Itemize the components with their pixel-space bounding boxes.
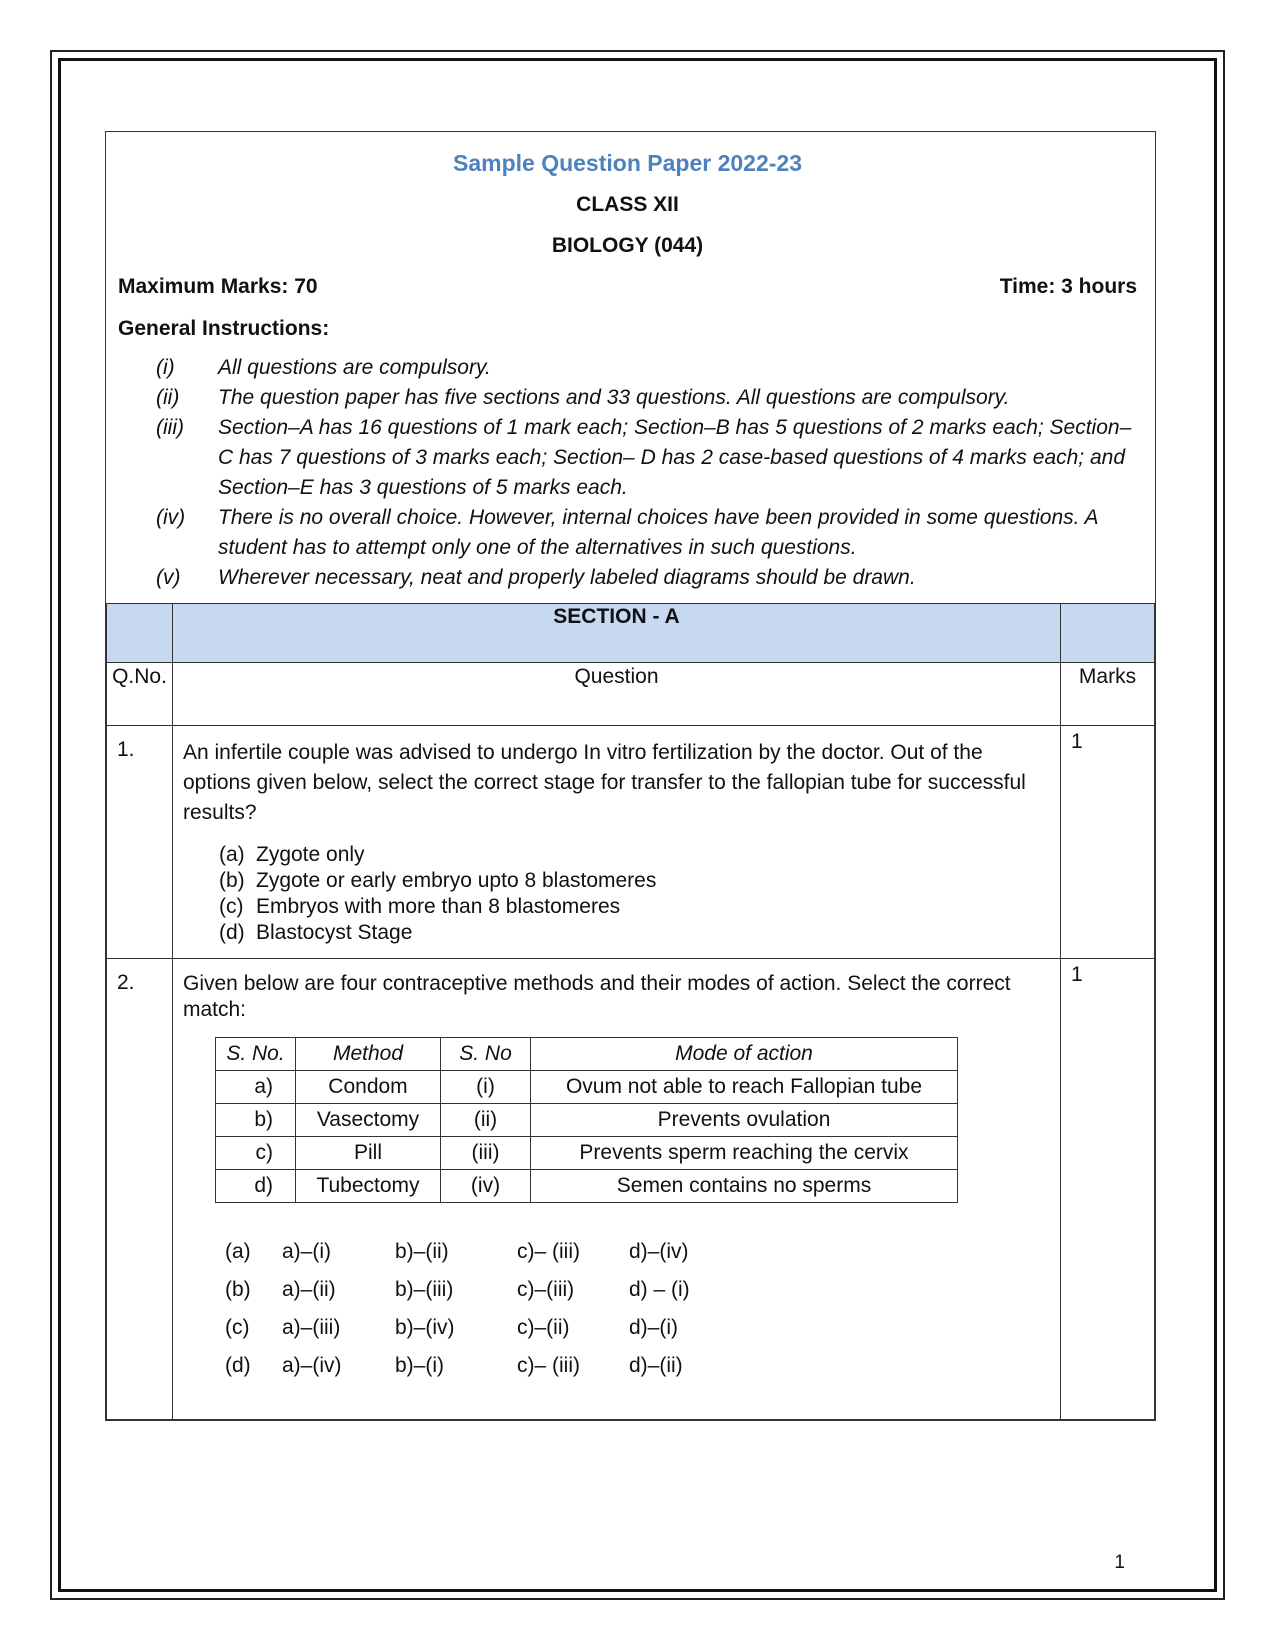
match-cell: b) xyxy=(216,1104,296,1137)
question-number: 2. xyxy=(107,959,173,1420)
instruction-text: There is no overall choice. However, internal choices have been provided in some questions. A student has to attempt only one of the alternatives in such questions. xyxy=(218,506,1098,559)
match-cell: Tubectomy xyxy=(296,1170,441,1203)
answer-label: (d) xyxy=(225,1354,251,1377)
answer-option xyxy=(225,1233,1048,1271)
instruction-number: (ii) xyxy=(156,386,180,409)
match-cell: a) xyxy=(216,1071,296,1104)
section-title: SECTION - A xyxy=(173,604,1061,663)
time-allowed: Time: 3 hours xyxy=(999,275,1137,298)
answer-pair: b)–(iv) xyxy=(395,1316,455,1339)
instruction-number: (v) xyxy=(156,566,181,589)
option-item xyxy=(219,920,1048,946)
paper-header xyxy=(106,132,1155,603)
match-header-row xyxy=(216,1038,958,1071)
question-text: An infertile couple was advised to undergo In vitro fertilization by the doctor. Out of the options given below, select the correct stage for transfer to the fallopian tube for successful results? xyxy=(183,741,1026,824)
option-label: (c) xyxy=(219,895,244,918)
match-cell: (iii) xyxy=(441,1137,531,1170)
option-item xyxy=(219,894,1048,920)
instruction-item xyxy=(118,563,1137,593)
answer-pair: b)–(ii) xyxy=(395,1240,449,1263)
column-header-row xyxy=(107,663,1155,726)
question-number: 1. xyxy=(107,726,173,959)
instruction-text: Section–A has 16 questions of 1 mark each; Section–B has 5 questions of 2 marks each; Section– C has 7 questions of 3 marks each; Section– D has 2 case-based questions of 4 marks each; and Section–E has 3 questions of 5 marks each. xyxy=(218,416,1132,499)
match-cell: Prevents sperm reaching the cervix xyxy=(531,1137,958,1170)
match-cell: Ovum not able to reach Fallopian tube xyxy=(531,1071,958,1104)
question-text: Given below are four contraceptive methods and their modes of action. Select the correct match: xyxy=(183,972,1011,1021)
instruction-number: (iii) xyxy=(156,416,184,439)
page-number: 1 xyxy=(1114,1552,1125,1573)
match-cell: (iv) xyxy=(441,1170,531,1203)
question-row-1 xyxy=(107,726,1155,959)
match-cell: Pill xyxy=(296,1137,441,1170)
answer-pair: d)–(ii) xyxy=(629,1354,683,1377)
answer-pair: b)–(i) xyxy=(395,1354,445,1377)
section-blank-cell xyxy=(1061,604,1155,663)
match-cell: Prevents ovulation xyxy=(531,1104,958,1137)
questions-table xyxy=(106,603,1155,1420)
answer-option xyxy=(225,1271,1048,1309)
answer-pair: a)–(iv) xyxy=(282,1354,342,1377)
answer-label: (c) xyxy=(225,1316,250,1339)
general-instructions-title: General Instructions: xyxy=(118,317,330,340)
instruction-item xyxy=(118,383,1137,413)
option-text: Zygote or early embryo upto 8 blastomeres xyxy=(256,869,657,892)
option-text: Blastocyst Stage xyxy=(256,921,413,944)
subject-label: BIOLOGY (044) xyxy=(551,234,704,257)
maximum-marks: Maximum Marks: 70 xyxy=(118,275,318,298)
question-marks: 1 xyxy=(1061,959,1155,1420)
qno-column-header: Q.No. xyxy=(107,663,173,726)
match-header-cell: S. No xyxy=(441,1038,531,1071)
question-content xyxy=(173,959,1061,1420)
answer-pair: d) – (i) xyxy=(629,1278,690,1301)
match-cell: c) xyxy=(216,1137,296,1170)
answer-option xyxy=(225,1347,1048,1385)
answer-pair: a)–(iii) xyxy=(282,1316,341,1339)
option-text: Embryos with more than 8 blastomeres xyxy=(256,895,621,918)
answer-pair: a)–(ii) xyxy=(282,1278,336,1301)
option-label: (b) xyxy=(219,869,245,892)
match-cell: d) xyxy=(216,1170,296,1203)
option-label: (a) xyxy=(219,843,245,866)
question-column-header: Question xyxy=(173,663,1061,726)
match-header-cell: Method xyxy=(296,1038,441,1071)
match-cell: (i) xyxy=(441,1071,531,1104)
question-marks: 1 xyxy=(1061,726,1155,959)
option-item xyxy=(219,868,1048,894)
instruction-number: (i) xyxy=(156,356,175,379)
match-row xyxy=(216,1071,958,1104)
answer-label: (a) xyxy=(225,1240,251,1263)
match-row xyxy=(216,1137,958,1170)
question-row-2 xyxy=(107,959,1155,1420)
answer-pair: b)–(iii) xyxy=(395,1278,454,1301)
answer-pair: c)–(iii) xyxy=(517,1278,575,1301)
answer-pair: c)– (iii) xyxy=(517,1354,580,1377)
option-text: Zygote only xyxy=(256,843,365,866)
instruction-text: All questions are compulsory. xyxy=(218,356,491,379)
instruction-text: The question paper has five sections and 33 questions. All questions are compulsory. xyxy=(218,386,1010,409)
question-content xyxy=(173,726,1061,959)
match-cell: Semen contains no sperms xyxy=(531,1170,958,1203)
match-table xyxy=(215,1037,958,1203)
question-paper-box xyxy=(105,131,1156,1421)
answer-pair: d)–(iv) xyxy=(629,1240,689,1263)
answer-option xyxy=(225,1309,1048,1347)
marks-time-row xyxy=(118,275,1137,299)
instruction-item xyxy=(118,503,1137,563)
answer-pair: d)–(i) xyxy=(629,1316,679,1339)
answer-pair: c)– (iii) xyxy=(517,1240,580,1263)
instruction-number: (iv) xyxy=(156,506,186,529)
instruction-item xyxy=(118,353,1137,383)
instructions-list xyxy=(118,353,1137,593)
match-row xyxy=(216,1104,958,1137)
answer-pair: c)–(ii) xyxy=(517,1316,570,1339)
match-header-cell: S. No. xyxy=(216,1038,296,1071)
match-cell: Condom xyxy=(296,1071,441,1104)
match-row xyxy=(216,1170,958,1203)
option-item xyxy=(219,842,1048,868)
answer-pair: a)–(i) xyxy=(282,1240,332,1263)
instruction-item xyxy=(118,413,1137,503)
instruction-text: Wherever necessary, neat and properly labeled diagrams should be drawn. xyxy=(218,566,916,589)
options-list xyxy=(219,842,1048,946)
marks-column-header: Marks xyxy=(1061,663,1155,726)
match-cell: Vasectomy xyxy=(296,1104,441,1137)
match-header-cell: Mode of action xyxy=(531,1038,958,1071)
option-label: (d) xyxy=(219,921,245,944)
section-header-row xyxy=(107,604,1155,663)
answer-options-list xyxy=(225,1233,1048,1385)
answer-label: (b) xyxy=(225,1278,251,1301)
match-cell: (ii) xyxy=(441,1104,531,1137)
section-blank-cell xyxy=(107,604,173,663)
class-label: CLASS XII xyxy=(576,193,679,216)
paper-title: Sample Question Paper 2022-23 xyxy=(453,150,802,176)
